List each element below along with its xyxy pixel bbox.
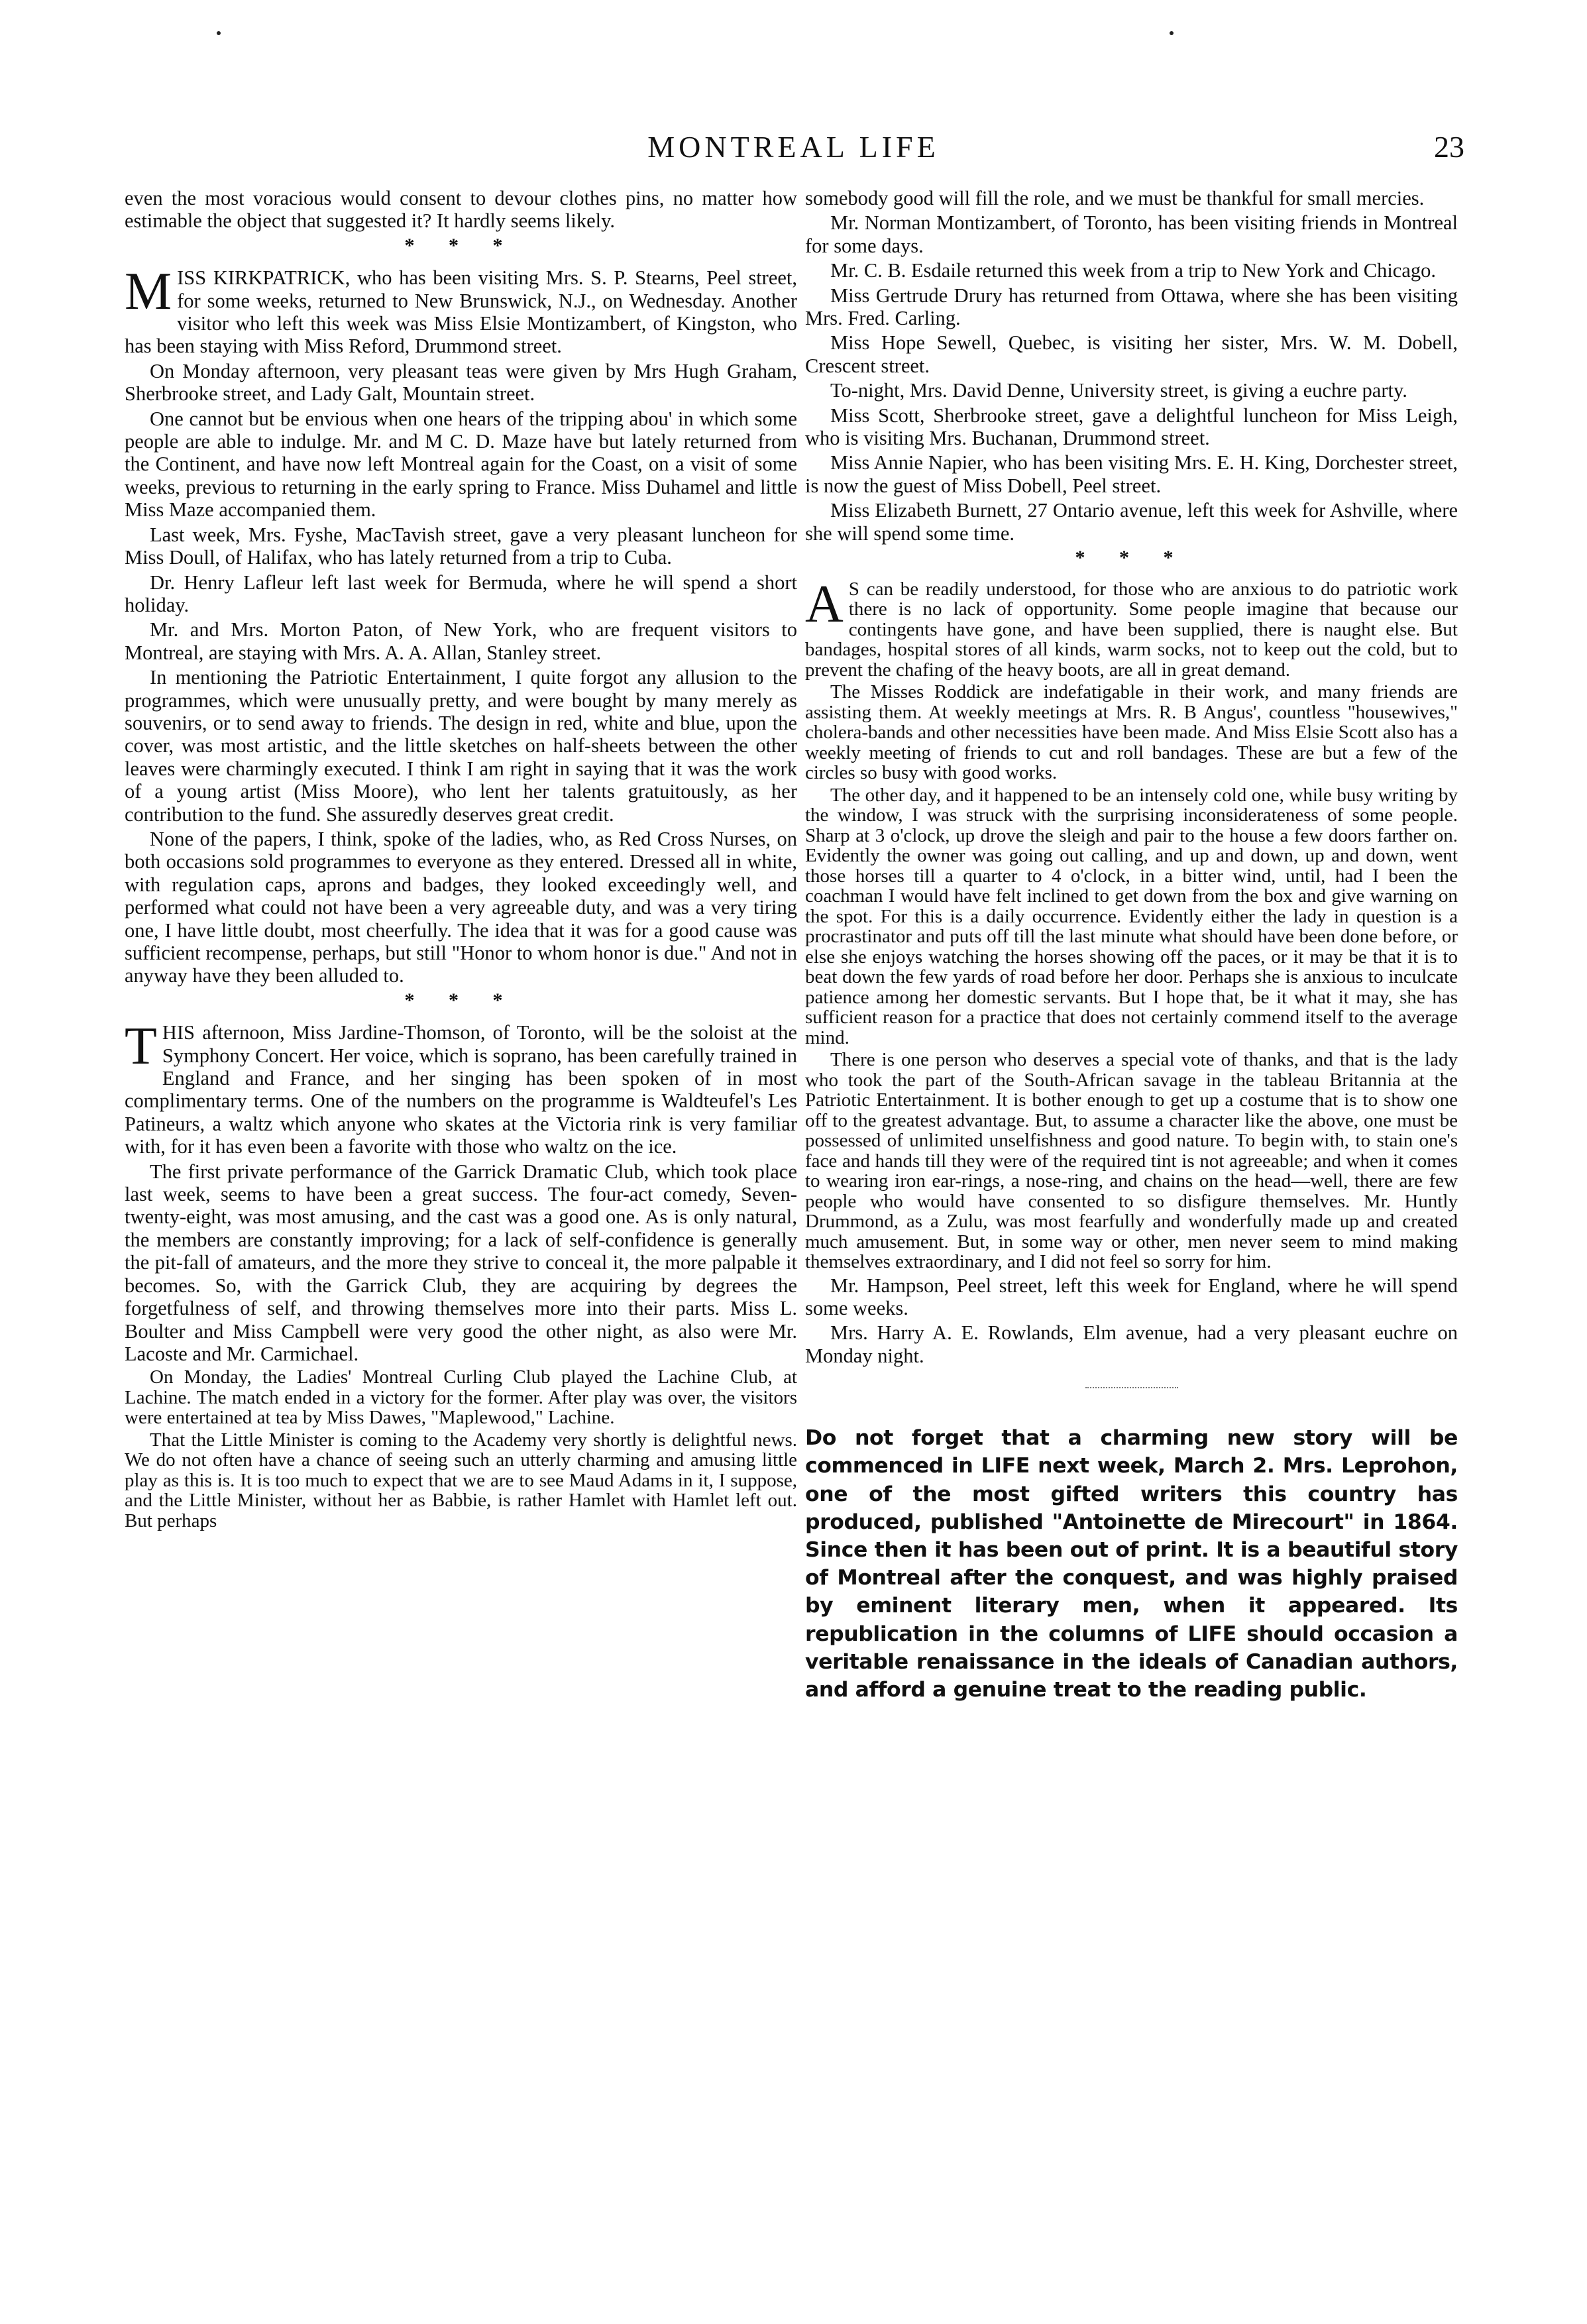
- section-separator: * * *: [1075, 547, 1188, 569]
- paragraph: Mrs. Harry A. E. Rowlands, Elm avenue, had a very pleasant euchre on Monday night.: [805, 1321, 1458, 1367]
- paragraph: One cannot but be envious when one hears of the tripping abou' in which some people are able to indulge. Mr. and M C. D. Maze have but lately returned from the Continent, and have now left Montreal again for the Coast, on a visit of some weeks, previous to returning in the early spring to France. Miss Duhamel and little Miss Maze accompanied them.: [125, 407, 797, 522]
- paragraph-kirkpatrick: [125, 262, 798, 358]
- paragraph: Last week, Mrs. Fyshe, MacTavish street, gave a very pleasant luncheon for Miss Doull, of Halifax, who has lately returned from a trip to Cuba.: [125, 523, 797, 569]
- left-column: [125, 187, 797, 1533]
- paragraph: even the most voracious would consent to devour clothes pins, no matter how estimable the object that suggested it? It hardly seems likely.: [125, 187, 797, 233]
- story-announcement: Do not forget that a charming new story will be commenced in LIFE next week, March 2. Mrs. Leprohon, one of the most gifted writers this country has produced, published "Antoinette de Mirecourt" in 1864. Since then it has been out of print. It is a beautiful story of Montreal after the conquest, and was highly praised by eminent literary men, when it appeared. Its republication in the columns of LIFE should occasion a veritable renaissance in the ideals of Canadian authors, and afford a genuine treat to the reading public.: [805, 1426, 1458, 1702]
- paragraph-patriotic-work: [805, 575, 1458, 681]
- section-separator: * * *: [404, 234, 518, 256]
- paragraph: Dr. Henry Lafleur left last week for Bermuda, where he will spend a short holiday.: [125, 571, 797, 616]
- paragraph: To-night, Mrs. David Denne, University street, is giving a euchre party.: [830, 379, 1407, 402]
- paragraph: On Monday, the Ladies' Montreal Curling Club played the Lachine Club, at Lachine. The match ended in a victory for the former. After play was over, the visitors were entertained at tea by Miss Dawes, "Maplewood," Lachine.: [125, 1366, 797, 1429]
- paragraph: Miss Gertrude Drury has returned from Ottawa, where she has been visiting Mrs. Fred. Carling.: [805, 284, 1458, 330]
- paragraph: Miss Hope Sewell, Quebec, is visiting her sister, Mrs. W. M. Dobell, Crescent street.: [805, 331, 1458, 377]
- page-header: [0, 129, 1587, 169]
- paragraph: Mr. Norman Montizambert, of Toronto, has been visiting friends in Montreal for some days.: [805, 211, 1458, 257]
- paragraph: Miss Annie Napier, who has been visiting Mrs. E. H. King, Dorchester street, is now the guest of Miss Dobell, Peel street.: [805, 451, 1458, 497]
- print-speck: [217, 31, 221, 35]
- paragraph: The Misses Roddick are indefatigable in their work, and many friends are assisting them. At weekly meetings at Mrs. R. B Angus', countless "housewives," cholera-bands and other necessities have been made. And Miss Elsie Scott also has a weekly meeting of friends to cut and roll bandages. These are but a few of the circles so busy with good works.: [805, 681, 1458, 783]
- print-speck: [1170, 31, 1174, 35]
- paragraph: None of the papers, I think, spoke of the ladies, who, as Red Cross Nurses, on both occasions sold programmes to everyone as they entered. Dressed all in white, with regulation caps, aprons and badges, they looked exceedingly well, and performed what could not have been a very agreeable duty, and was a very tiring one, I have little doubt, most cheerfully. The idea that it was for a good cause was sufficient recompense, perhaps, but still "Honor to whom honor is due." And not in anyway have they been alluded to.: [125, 827, 797, 987]
- paragraph-text: S can be readily understood, for those who are anxious to do patriotic work there is no lack of opportunity. Some people imagine that because our contingents have gone, and have been supplied, there is naught else. But bandages, hospital stores of all kinds, warm socks, not to keep out the cold, but to prevent the chafing of the heavy boots, are all in great demand.: [805, 578, 1458, 681]
- paragraph: There is one person who deserves a special vote of thanks, and that is the lady who took the part of the South-African savage in the tableau Britannia at the Patriotic Entertainment. It is bother enough to get up a costume that is to show one off to the greatest advantage. But, to assume a character like the above, one must be possessed of unlimited unselfishness and good nature. To begin with, to stain one's face and hands till they were of the required tint is not agreeable; and when it comes to wearing iron ear-rings, a nose-ring, and chains on the head—well, there are few people who would have consented to so disfigure themselves. Mr. Huntly Drummond, as a Zulu, was most fearfully and wonderfully made up and created much amusement. But, in some way or other, men never seem to mind making themselves extraordinary, and I did not feel so sorry for him.: [805, 1049, 1458, 1272]
- running-title: MONTREAL LIFE: [647, 130, 940, 164]
- paragraph: Mr. and Mrs. Morton Paton, of New York, who are frequent visitors to Montreal, are staying with Mrs. A. A. Allan, Stanley street.: [125, 618, 797, 664]
- paragraph: In mentioning the Patriotic Entertainment, I quite forgot any allusion to the programmes, which were unusually pretty, and were bought by many merely as souvenirs, or to send away to friends. The design in red, white and blue, upon the cover, was most artistic, and the little sketches on half-sheets between the other leaves were charmingly executed. I think I am right in saying that it was the work of a young artist (Miss Moore), who lent her talents gratuitously, as her contribution to the fund. She assuredly deserves great credit.: [125, 666, 797, 826]
- paragraph-text: who has been visiting Mrs. S. P. Stearns, Peel street, for some weeks, returned to New Brunswick, N.J., on Wednesday. Another visitor who left this week was Miss Elsie Montizambert, of Kingston, who has been staying with Miss Reford, Drummond street.: [125, 266, 798, 358]
- divider-rule: [1085, 1387, 1178, 1388]
- page-number: 23: [1434, 130, 1464, 164]
- paragraph: Mr. Hampson, Peel street, left this week for England, where he will spend some weeks.: [805, 1274, 1458, 1319]
- paragraph: Miss Scott, Sherbrooke street, gave a delightful luncheon for Miss Leigh, who is visiting Mrs. Buchanan, Drummond street.: [805, 404, 1458, 450]
- paragraph: Mr. C. B. Esdaile returned this week from a trip to New York and Chicago.: [830, 259, 1437, 282]
- drop-cap: M: [125, 262, 172, 321]
- drop-cap: T: [125, 1017, 157, 1076]
- paragraph: Miss Elizabeth Burnett, 27 Ontario avenue, left this week for Ashville, where she will spend some time.: [805, 499, 1458, 545]
- lead-in: ISS KIRKPATRICK,: [177, 266, 351, 290]
- paragraph: somebody good will fill the role, and we must be thankful for small mercies.: [805, 187, 1425, 209]
- paragraph: The other day, and it happened to be an intensely cold one, while busy writing by the window, I was struck with the surprising inconsiderateness of some people. Sharp at 3 o'clock, up drove the sleigh and pair to the house a few doors farther on. Evidently the owner was going out calling, and up and down, up and down, went those horses till a quarter to 4 o'clock, in a bitter wind, until, had I been the coachman I would have felt inclined to get down from the box and give warning on the spot. For this is a daily occurrence. Evidently either the lady in question is a procrastinator and puts off till the last minute what should have been done before, or else she enjoys watching the horses showing off the paces, or it may be that it is to beat down the few yards of road before her door. Perhaps she is anxious to inculcate patience among her domestic servants. But I hope that, be it what it may, she has sufficient reason for a practice that does not certainly commend itself to the average mind.: [805, 784, 1458, 1048]
- paragraph-text: HIS afternoon, Miss Jardine-Thomson, of Toronto, will be the soloist at the Symphony Concert. Her voice, which is soprano, has been carefully trained in England and France, and her singing has been spoken of in most complimentary terms. One of the numbers on the programme is Waldteufel's Les Patineurs, a waltz which anyone who skates at the Victoria rink is very familiar with, for it has even been a favorite with those who waltz on the ice.: [125, 1021, 797, 1158]
- right-column: [805, 187, 1458, 1704]
- paragraph-symphony: [125, 1017, 797, 1158]
- paragraph: That the Little Minister is coming to the Academy very shortly is delightful news. We do not often have a chance of seeing such an utterly charming and amusing little play as this is. It is too much to expect that we are to see Maud Adams in it, I suppose, and the Little Minister, without her as Babbie, is rather Hamlet with Hamlet left out. But perhaps: [125, 1429, 797, 1531]
- paragraph: The first private performance of the Garrick Dramatic Club, which took place last week, seems to have been a great success. The four-act comedy, Seven-twenty-eight, was most amusing, and the cast was a good one. As is only natural, the members are constantly improving; for a lack of self-confidence is generally the pit-fall of amateurs, and the more they strive to conceal it, the more palpable it becomes. So, with the Garrick Club, they are acquiring by degrees the forgetfulness of self, and throwing themselves more into their parts. Miss L. Boulter and Miss Campbell were very good the other night, as also were Mr. Lacoste and Mr. Carmichael.: [125, 1160, 797, 1365]
- section-separator: * * *: [404, 989, 518, 1011]
- paragraph: On Monday afternoon, very pleasant teas were given by Mrs Hugh Graham, Sherbrooke street, and Lady Galt, Mountain street.: [125, 359, 797, 406]
- drop-cap: A: [805, 575, 844, 634]
